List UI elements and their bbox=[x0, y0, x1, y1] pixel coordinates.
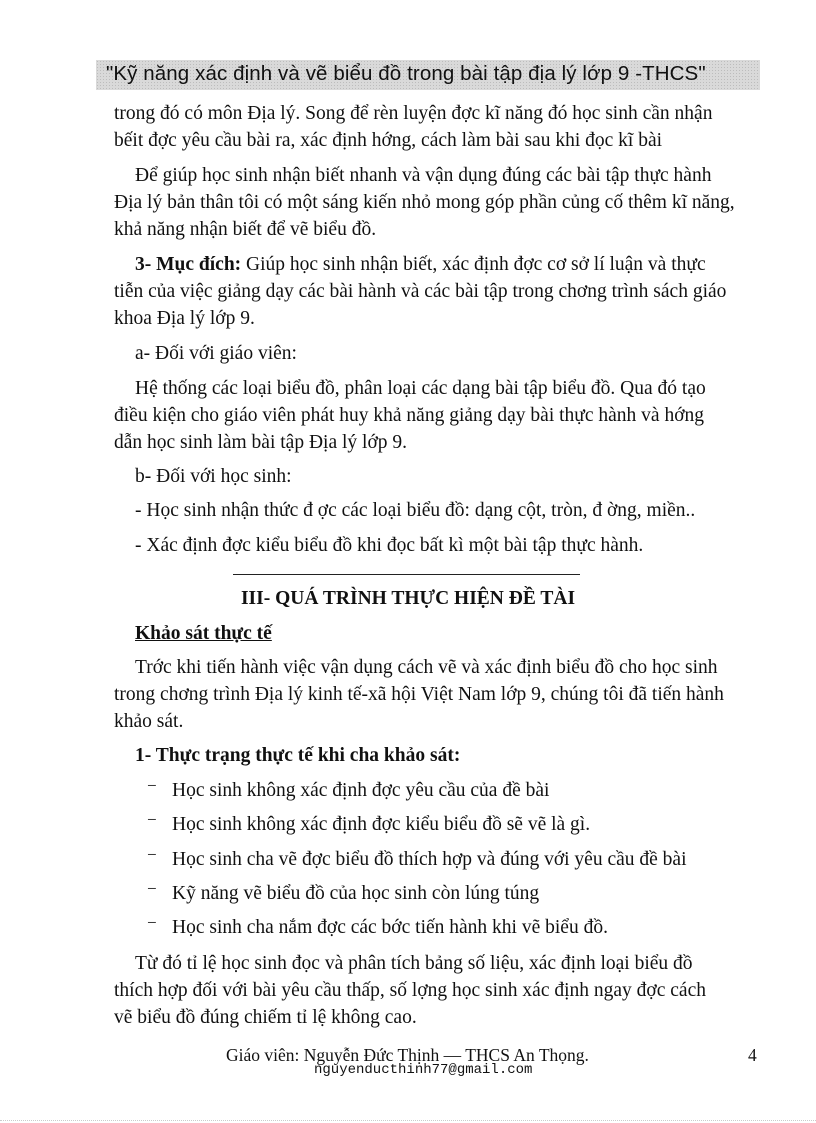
text-line: bếit đợc yêu cầu bài ra, xác định hớng, cách làm bài sau khi đọc kĩ bài bbox=[114, 130, 663, 151]
text-line: Hệ thống các loại biểu đồ, phân loại các dạng bài tập biểu đồ. Qua đó tạo bbox=[135, 378, 706, 399]
footer-email: nguyenducthinh77@gmail.com bbox=[314, 1062, 533, 1078]
dash-bullet-icon: − bbox=[147, 810, 157, 829]
text-line: khả năng nhận biết để vẽ biểu đồ. bbox=[114, 219, 377, 240]
student-item: - Xác định đợc kiểu biểu đồ khi đọc bất kì một bài tập thực hành. bbox=[135, 535, 644, 556]
dash-bullet-icon: − bbox=[147, 913, 157, 932]
text-line: khoa Địa lý lớp 9. bbox=[114, 308, 255, 329]
document-header bbox=[96, 60, 760, 90]
page-bottom-divider bbox=[0, 1120, 816, 1121]
teacher-heading: a- Đối với giáo viên: bbox=[135, 343, 297, 364]
student-item: - Học sinh nhận thức đ ợc các loại biểu đồ: dạng cột, tròn, đ ờng, miền.. bbox=[135, 500, 696, 521]
text-line: vẽ biểu đồ đúng chiếm tỉ lệ không cao. bbox=[114, 1007, 417, 1028]
purpose-text: Giúp học sinh nhận biết, xác định đợc cơ sở lí luận và thực bbox=[241, 254, 706, 275]
student-heading: b- Đối với học sinh: bbox=[135, 466, 292, 487]
section-divider bbox=[233, 574, 580, 575]
text-line: thích hợp đối với bài yêu cầu thấp, số lợng học sinh xác định ngay đợc cách bbox=[114, 980, 706, 1001]
text-line: Trớc khi tiến hành việc vận dụng cách vẽ và xác định biểu đồ cho học sinh bbox=[135, 657, 718, 678]
text-line: Để giúp học sinh nhận biết nhanh và vận dụng đúng các bài tập thực hành bbox=[135, 165, 712, 186]
text-line: điều kiện cho giáo viên phát huy khả năng giảng dạy bài thực hành và hớng bbox=[114, 405, 705, 426]
dash-bullet-icon: − bbox=[147, 776, 157, 795]
status-item: Học sinh không xác định đợc kiểu biểu đồ sẽ vẽ là gì. bbox=[172, 814, 591, 835]
dash-bullet-icon: − bbox=[147, 845, 157, 864]
status-item: Kỹ năng vẽ biểu đồ của học sinh còn lúng túng bbox=[172, 883, 540, 904]
status-item: Học sinh cha vẽ đợc biểu đồ thích hợp và đúng với yêu cầu đề bài bbox=[172, 849, 687, 870]
status-title: 1- Thực trạng thực tế khi cha khảo sát: bbox=[135, 745, 461, 766]
text-line: trong chơng trình Địa lý kinh tế-xã hội Việt Nam lớp 9, chúng tôi đã tiến hành bbox=[114, 684, 724, 705]
status-item: Học sinh không xác định đợc yêu cầu của đề bài bbox=[172, 780, 550, 801]
text-line: khảo sát. bbox=[114, 711, 184, 732]
text-line: Từ đó tỉ lệ học sinh đọc và phân tích bảng số liệu, xác định loại biểu đồ bbox=[135, 953, 693, 974]
text-line: tiễn của việc giảng dạy các bài hành và các bài tập trong chơng trình sách giáo bbox=[114, 281, 727, 302]
header-title: "Kỹ năng xác định và vẽ biểu đồ trong bài tập địa lý lớp 9 -THCS" bbox=[106, 62, 706, 85]
section-title: III- QUÁ TRÌNH THỰC HIỆN ĐỀ TÀI bbox=[240, 588, 576, 609]
survey-title: Khảo sát thực tế bbox=[135, 623, 272, 644]
status-item: Học sinh cha nắm đợc các bớc tiến hành khi vẽ biểu đồ. bbox=[172, 917, 608, 938]
text-line: dẫn học sinh làm bài tập Địa lý lớp 9. bbox=[114, 432, 408, 453]
purpose-label: 3- Mục đích: bbox=[135, 254, 242, 275]
dash-bullet-icon: − bbox=[147, 879, 157, 898]
page-number: 4 bbox=[748, 1045, 757, 1065]
text-line: Địa lý bản thân tôi có một sáng kiến nhỏ mong góp phần củng cố thêm kĩ năng, bbox=[114, 192, 735, 213]
footer-author: Giáo viên: Nguyễn Đức Thịnh — THCS An Thọng. bbox=[226, 1045, 589, 1065]
text-line: trong đó có môn Địa lý. Song để rèn luyện đợc kĩ năng đó học sinh cần nhận bbox=[114, 103, 713, 124]
purpose-line bbox=[135, 251, 706, 278]
